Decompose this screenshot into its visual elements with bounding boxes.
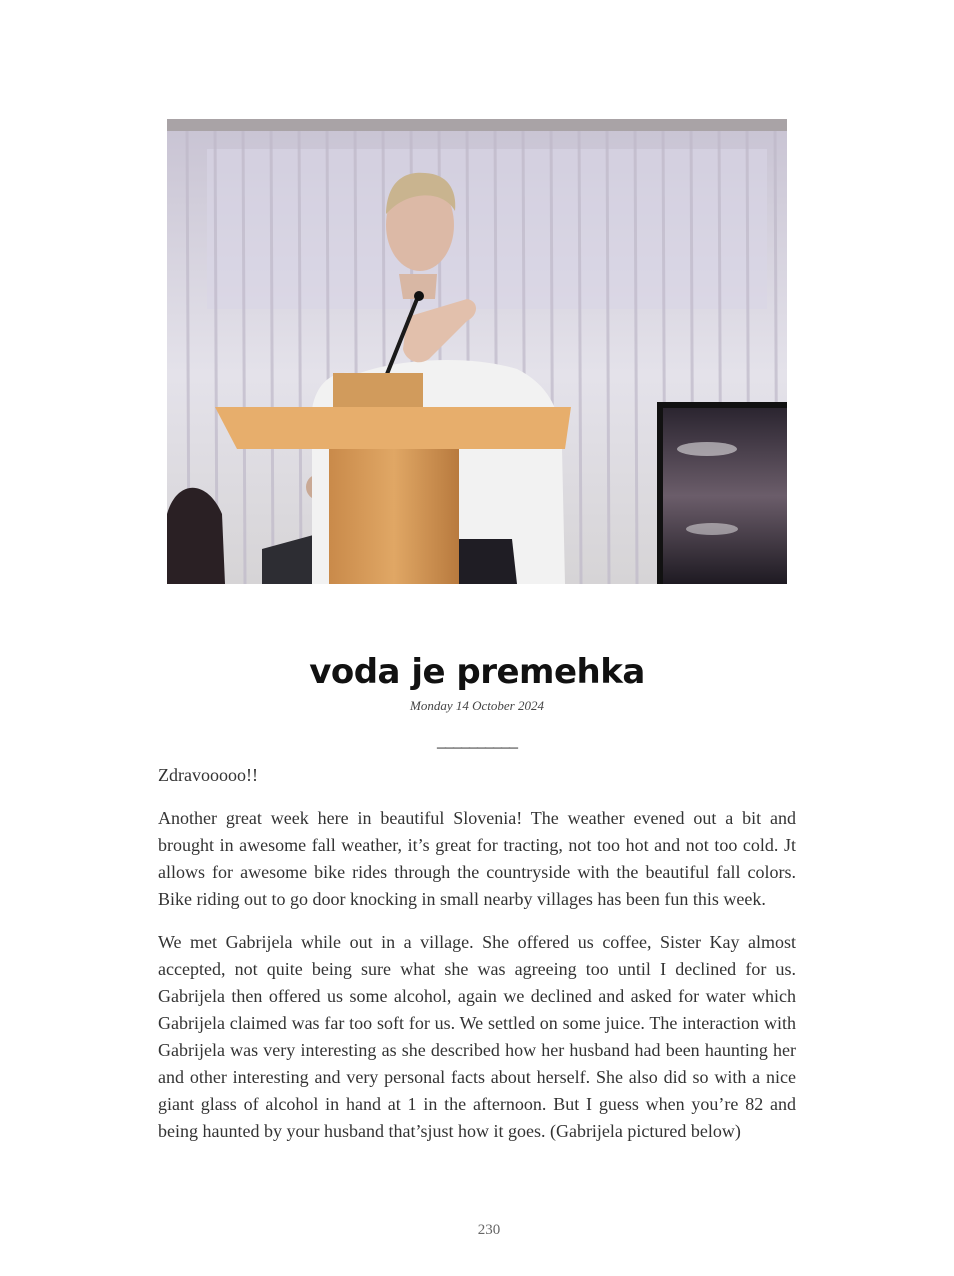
post-title: voda je premehka	[309, 652, 645, 692]
paragraph-gabrijela: We met Gabrijela while out in a village. She offered us coffee, Sister Kay almost accepted, not quite being sure what she was agreeing too until I declined for us. Gabrijela then offered us some alcohol, again we declined and asked for water which Gabrijela claimed was far too soft for us. We settled on some juice. The interaction with Gabrijela was very interesting as she described how her husband had been haunting her and other interesting and very personal facts about herself. She also did so with a nice giant glass of alcohol in hand at 1 in the afternoon. But I guess when you’re 82 and being haunted by your husband that’sjust how it goes. (Gabrijela pictured below)	[158, 932, 796, 1141]
photo-man-at-podium	[167, 119, 787, 584]
greeting: Zdravooooo!!	[158, 765, 258, 785]
post-body	[158, 762, 796, 1161]
paragraph-weather: Another great week here in beautiful Slovenia! The weather evened out a bit and brought in awesome fall weather, it’s great for tracting, not too hot and not too cold. Jt allows for awesome bike rides through the countryside with the beautiful fall colors. Bike riding out to go door knocking in small nearby villages has been fun this week.	[158, 808, 796, 909]
section-divider: __________	[437, 730, 517, 750]
post-date: Monday 14 October 2024	[410, 698, 544, 713]
page-number: 230	[477, 1222, 501, 1238]
